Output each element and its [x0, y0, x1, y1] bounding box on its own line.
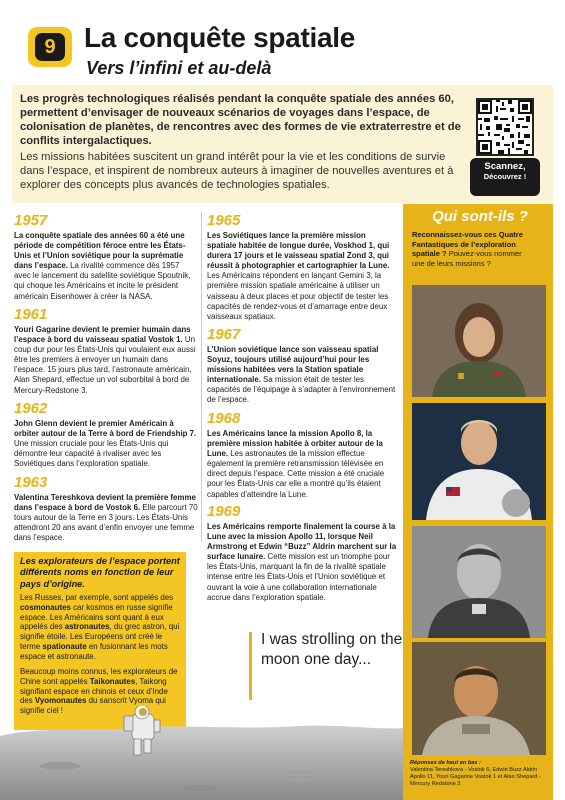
text-1962-body: Une mission cruciale pour les États-Unis qui démontre leur capacité à rivaliser avec les Soviétiques dans l’exploration spatiale.: [14, 439, 169, 469]
text-1963-bold: Valentina Tereshkova devient la première femme dans l’espace à bord de Vostok 6.: [14, 493, 196, 513]
photo-shepard: [412, 642, 546, 755]
text-1967: [207, 345, 397, 406]
qr-code[interactable]: [476, 98, 534, 156]
text-1963: [14, 493, 198, 543]
page-title: La conquête spatiale: [84, 22, 355, 53]
text-1962-bold: John Glenn devient le premier Américain à orbiter autour de la Terre à bord de Friendship 7.: [14, 419, 197, 439]
text-1957-body: La rivalité commence dès 1957 avec le lancement du satellite soviétique Spoutnik, qui choque les Américains et incite le président américain Eisenhower à créer la NASA.: [14, 261, 191, 301]
qr-code-icon: [478, 100, 532, 154]
year-1968: 1968: [207, 410, 241, 427]
text-1967-body: Sa mission était de tester les capacités de l’équipage à s’adapter à l’environnement de l’espace.: [207, 375, 396, 405]
text-1961-bold: Youri Gagarine devient le premier humain dans l’espace à bord du vaisseau spatial Vostok 1.: [14, 325, 191, 345]
explorers-paragraph-2: Beaucoup moins connus, les explorateurs de Chine sont appelés Taikonautes, Taikong signifiant espace en chinois et ceux d’Inde des Vyomonautes du sanscrit Vyoma qui signifie ciel !: [20, 667, 178, 716]
text-1969-body: Cette mission est un triomphe pour les États-Unis, marquant la fin de la rivalité spatiale intense entre les États-Unis et l’Union soviétique et ouvrant la voie à une collaboration internationale accrue dans l’exploration spatiale.: [207, 552, 390, 602]
year-1967: 1967: [207, 326, 241, 343]
text-1968-bold: Les Américains lance la mission Apollo 8, la première mission habitée à orbiter autour de la Lune.: [207, 429, 383, 459]
photo-gagarine: [412, 526, 546, 638]
chapter-number: 9: [35, 33, 65, 61]
sidebar-question-bold: Reconnaissez-vous ces Quatre Fantastiques de l’exploration spatiale ?: [412, 230, 523, 259]
quote-text: I was strolling on the moon one day...: [261, 631, 403, 668]
year-1963: 1963: [14, 474, 48, 491]
photo-tereshkova: [412, 285, 546, 397]
text-1962: [14, 419, 198, 469]
scan-label: [470, 158, 540, 196]
text-1961: [14, 325, 198, 396]
portrait-image: [412, 285, 546, 397]
portrait-image: [412, 526, 546, 638]
portrait-image: [412, 403, 546, 520]
answers: [410, 760, 550, 788]
intro-text: Les missions habitées suscitent un grand intérêt pour la vie et les conditions de survie dans l’espace, et inspirent de nombreux auteurs à imaginer de nouvelles aventures et à explorer des concepts plus avancés de technologies spatiales.: [20, 151, 454, 191]
sidebar-question: [412, 230, 524, 268]
photo-aldrin: [412, 403, 546, 520]
chapter-badge: [28, 27, 72, 67]
scan-label-line1: Scannez,: [484, 161, 526, 172]
text-1969: [207, 522, 397, 603]
text-1969-bold: Les Américains remporte finalement la course à la Lune avec la mission Apollo 11, lorsque Neil Armstrong et Edwin “Buzz” Aldrin marchent sur la surface lunaire.: [207, 522, 397, 562]
text-1968-body: Les astronautes de la mission effectue également la première retransmission télévisée en direct depuis l’espace. Cette mission a été cruciale pour les États-Unis car elle a montré qu’ils étaient capables d’atteindre la Lune.: [207, 449, 385, 499]
moon-surface-image: [0, 706, 404, 800]
year-1962: 1962: [14, 400, 48, 417]
sidebar-question-text: Pouvez-vous nommer une de leurs missions ?: [412, 249, 522, 268]
text-1965-body: Les Américains répondent en lançant Gemini 3, la première mission spatiale américaine à utiliser un vaisseau à deux places et pour objectif de tester les capacités de rendez-vous et d’amarrage entre deux vaisseaux spatiaux.: [207, 271, 389, 321]
text-1961-body: Un coup dur pour les États-Unis qui voulaient eux aussi être les premiers à envoyer un humain dans l’espace. 15 jours plus tard, l’astronaute américain, Alan Shepard, effectue un vol suborbital à bord de Mercury-Redstone 3.: [14, 335, 196, 395]
intro-bold-text: Les progrès technologiques réalisés pendant la conquête spatiale des années 60, permettent d’envisager de nouveaux scénarios de voyages dans l’espace, de colonisation de planètes, de rencontres avec des formes de vie extraterrestre et de conflits intergalactiques.: [20, 93, 461, 147]
year-1969: 1969: [207, 503, 241, 520]
text-1957: [14, 231, 198, 302]
answers-text: Valentina Tereshkova - Vostok 6, Edwin Buzz Aldrin Apollo 11, Youri Gagarine Vostok 1 et Alan Shepard - Mercury Redstone 3: [410, 767, 541, 787]
year-1957: 1957: [14, 212, 48, 229]
year-1965: 1965: [207, 212, 241, 229]
explorers-paragraph-1: Les Russes, par exemple, sont appelés des cosmonautes car kosmos en russe signifie espace. Les Américains sont quant à eux appelés des astronautes, du grec astron, qui signifie étoile. Les Européens ont créé le terme spationaute en fusionnant les mots espace et astronaute.: [20, 593, 180, 661]
text-1963-body: Elle parcourt 70 tours autour de la Terre en 3 jours. Les États-Unis attendront 20 ans avant d’enfin envoyer une femme dans l’espace.: [14, 503, 198, 543]
scan-label-line2: Découvrez !: [483, 172, 527, 181]
portrait-image: [412, 642, 546, 755]
quote-bar: [249, 632, 252, 700]
text-1957-bold: La conquête spatiale des années 60 a été une période de compétition féroce entre les États-Unis et l’Union soviétique pour la suprématie dans l’espace.: [14, 231, 186, 271]
explorers-title: Les explorateurs de l’espace portent différents noms en fonction de leur pays d’origine.: [20, 556, 180, 589]
column-divider: [201, 212, 202, 542]
page-subtitle: Vers l’infini et au-delà: [86, 58, 272, 78]
sidebar-title: Qui sont-ils ?: [432, 208, 528, 225]
text-1968: [207, 429, 397, 500]
text-1967-bold: L’Union soviétique lance son vaisseau spatial Soyuz, toujours utilisé aujourd’hui pour les missions habitées vers la Station spatiale internationale.: [207, 345, 379, 385]
answers-title: Réponses de haut en bas :: [410, 760, 481, 766]
text-1965: [207, 231, 397, 322]
year-1961: 1961: [14, 306, 48, 323]
text-1965-bold: Les Soviétiques lance la première mission spatiale habitée de longue durée, Voskhod 1, qui durera 17 jours et le vaisseau spatial Zond 3, qui réussit à photographier et cartographier la Lune.: [207, 231, 390, 271]
